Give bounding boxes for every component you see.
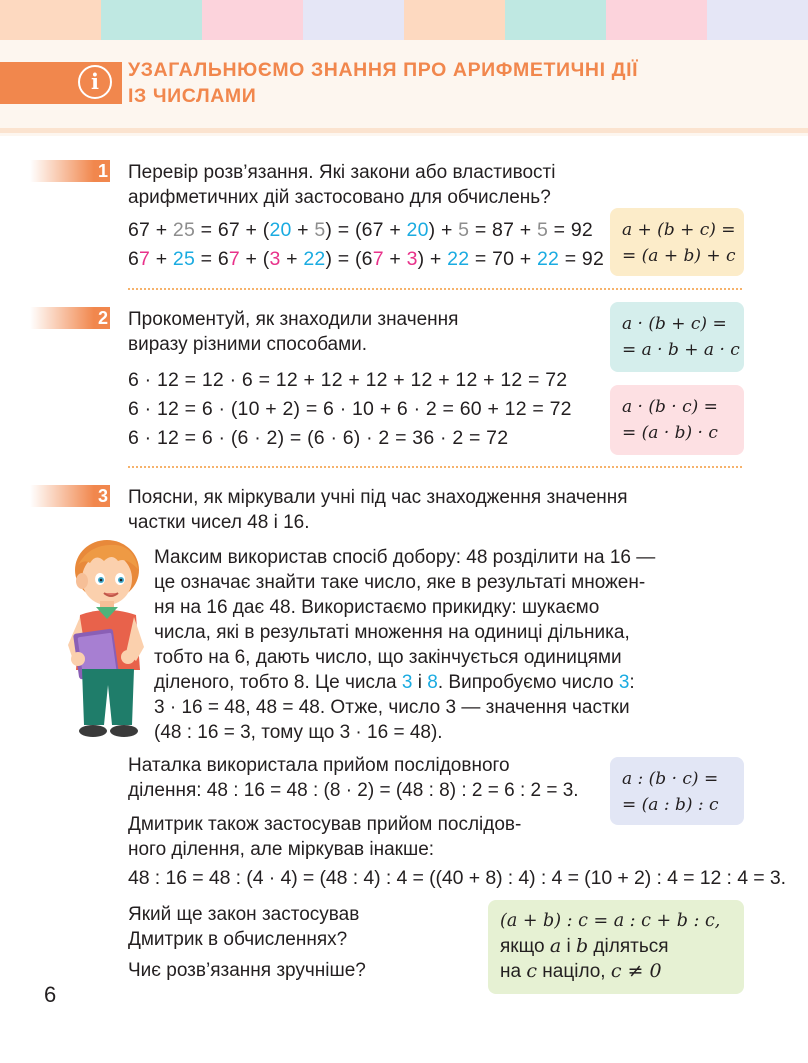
maksym-line: це означає знайти таке число, яке в результаті множен- <box>154 572 646 593</box>
condition: c ≠ 0 <box>610 960 662 982</box>
text-fragment: якщо <box>500 936 550 957</box>
task2-text-line2: виразу різними способами. <box>128 334 368 355</box>
maksym-line: Максим використав спосіб добору: 48 розділити на 16 — <box>154 547 656 568</box>
rule-box-division-by-product <box>610 757 744 825</box>
dmytryk-line: ного ділення, але міркував інакше: <box>128 839 435 860</box>
natalka-explanation <box>128 753 579 803</box>
stripe <box>505 0 606 40</box>
rule-line: (a + b) : c = a : c + b : c, <box>500 911 721 931</box>
rule-line: = (a + b) + c <box>622 246 736 266</box>
task1-text-line1: Перевір розв’язання. Які закони або властивості <box>128 162 556 183</box>
highlight-number: 3 <box>618 672 630 693</box>
rule-box-distributive <box>610 302 744 372</box>
variable: c <box>526 960 537 982</box>
top-color-stripes <box>0 0 808 40</box>
task-number: 1 <box>97 161 108 181</box>
task2-math-line: 6 · 12 = 6 · (10 + 2) = 6 · 10 + 6 · 2 = 60 + 12 = 72 <box>128 398 572 420</box>
highlight-number: 3 <box>401 672 413 693</box>
rule-line: a · (b + c) = <box>622 314 727 334</box>
dotted-divider <box>128 466 742 468</box>
task3-text-line1: Поясни, як міркували учні під час знаходження значення <box>128 487 628 508</box>
rule-line: a + (b + c) = <box>622 220 736 240</box>
rule-line: a · (b · c) = <box>622 397 718 417</box>
header-divider <box>0 128 808 133</box>
stripe <box>0 0 101 40</box>
task3-text-line2: частки чисел 48 і 16. <box>128 512 310 533</box>
rule-box-associative-sum <box>610 208 744 276</box>
task-number-marker-1 <box>30 160 110 182</box>
rule-line: = (a · b) · c <box>622 423 718 443</box>
task-number-marker-3 <box>30 485 110 507</box>
maksym-line: тобто на 6, дають число, що закінчується одиницями <box>154 647 622 668</box>
page-title-line1: УЗАГАЛЬНЮЄМО ЗНАННЯ ПРО АРИФМЕТИЧНІ ДІЇ <box>128 59 639 81</box>
variable: b <box>575 935 589 957</box>
task1-math-line2: 67 + 25 = 67 + (3 + 22) = (67 + 3) + 22 = 70 + 22 = 92 <box>128 248 605 270</box>
question-line: Дмитрик в обчисленнях? <box>128 929 348 950</box>
question-convenient: Чиє розв’язання зручніше? <box>128 960 366 981</box>
task1-text-line2: арифметичних дій застосовано для обчислень? <box>128 187 551 208</box>
rule-line: = a · b + a · c <box>622 340 740 360</box>
text-fragment: діляться <box>588 936 669 957</box>
task2-text <box>128 307 458 357</box>
task-number: 3 <box>97 486 108 506</box>
rule-line <box>500 959 732 984</box>
text-fragment: і <box>561 936 576 957</box>
task-number-marker-2 <box>30 307 110 329</box>
dmytryk-math: 48 : 16 = 48 : (4 · 4) = (48 : 4) : 4 = ((40 + 8) : 4) : 4 = (10 + 2) : 4 = 12 : 4 = 3. <box>128 867 786 889</box>
dotted-divider <box>128 288 742 290</box>
task2-math-line: 6 · 12 = 6 · (6 · 2) = (6 · 6) · 2 = 36 · 2 = 72 <box>128 427 509 449</box>
task-number: 2 <box>97 308 108 328</box>
question-line: Який ще закон застосував <box>128 904 360 925</box>
stripe <box>606 0 707 40</box>
page-number: 6 <box>44 982 57 1007</box>
boy-illustration <box>60 535 150 745</box>
stripe <box>303 0 404 40</box>
maksym-explanation <box>154 545 655 745</box>
rule-box-associative-product <box>610 385 744 455</box>
maksym-line <box>154 670 655 695</box>
text-fragment: : <box>629 672 635 693</box>
natalka-line: ділення: 48 : 16 = 48 : (8 · 2) = (48 : 8) : 2 = 6 : 2 = 3. <box>128 780 579 801</box>
stripe <box>404 0 505 40</box>
task1-math <box>128 216 604 274</box>
text-fragment: і <box>412 672 428 693</box>
page-title-line2: ІЗ ЧИСЛАМИ <box>128 85 257 107</box>
stripe <box>202 0 303 40</box>
text-fragment: діленого, тобто 8. Це числа <box>154 672 402 693</box>
task2-math <box>128 366 572 453</box>
maksym-line: числа, які в результаті множення на одиниці дільника, <box>154 622 630 643</box>
variable: a <box>549 935 562 957</box>
info-icon: i <box>78 65 112 99</box>
task1-math-line1: 67 + 25 = 67 + (20 + 5) = (67 + 20) + 5 = 87 + 5 = 92 <box>128 219 593 241</box>
rule-line: a : (b · c) = <box>622 769 719 789</box>
dmytryk-line: Дмитрик також застосував прийом послідов- <box>128 814 522 835</box>
text-fragment: . Випробуємо число <box>437 672 619 693</box>
highlight-number: 8 <box>427 672 438 693</box>
maksym-line: ня на 16 дає 48. Використаємо прикидку: шукаємо <box>154 597 600 618</box>
task2-text-line1: Прокоментуй, як знаходили значення <box>128 309 459 330</box>
task2-math-line: 6 · 12 = 12 · 6 = 12 + 12 + 12 + 12 + 12 + 12 = 72 <box>128 369 568 391</box>
stripe <box>101 0 202 40</box>
question-law <box>128 902 359 952</box>
dmytryk-explanation <box>128 812 521 862</box>
rule-box-sum-division <box>488 900 744 994</box>
text-fragment: на <box>500 961 527 982</box>
text-fragment: націло, <box>537 961 611 982</box>
page-title <box>128 57 778 109</box>
rule-line <box>500 934 732 959</box>
natalka-line: Наталка використала прийом послідовного <box>128 755 510 776</box>
task1-text <box>128 160 555 210</box>
maksym-line: (48 : 16 = 3, тому що 3 · 16 = 48). <box>154 722 443 743</box>
stripe <box>707 0 808 40</box>
task3-text <box>128 485 628 535</box>
maksym-line: 3 · 16 = 48, 48 = 48. Отже, число 3 — значення частки <box>154 697 630 718</box>
rule-line: = (a : b) : c <box>622 795 719 815</box>
